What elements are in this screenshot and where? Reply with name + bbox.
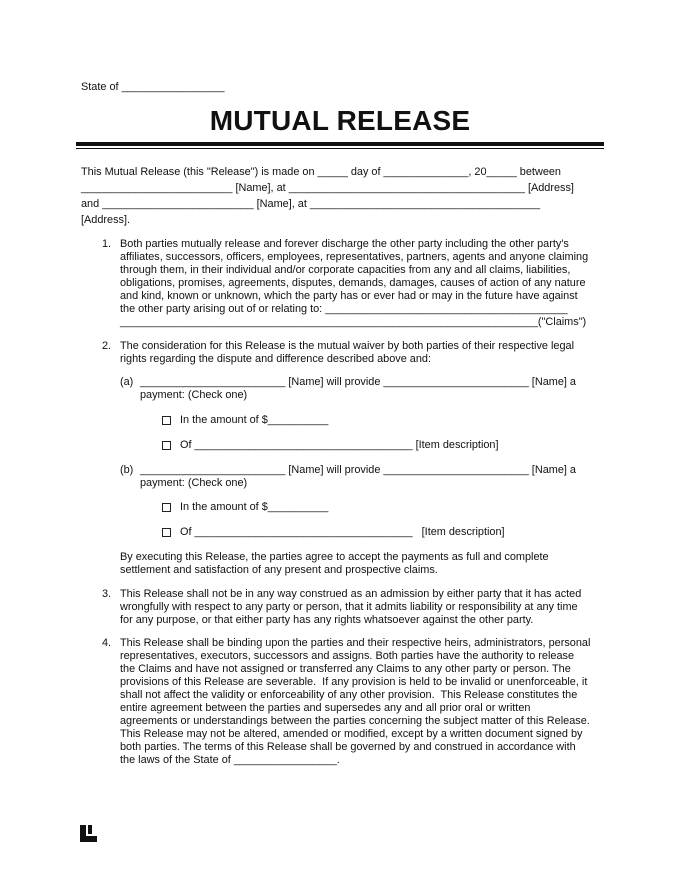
section-line: the laws of the State of _________________. xyxy=(120,754,340,766)
item-line: ________________________ [Name] will provide ________________________ [Name] a xyxy=(140,464,576,476)
section-line: This Release shall not be in any way construed as an admission by either party that it has acted xyxy=(120,588,582,600)
title-rule-thin xyxy=(76,148,604,149)
option-item: Of ____________________________________ [Item description] xyxy=(180,439,499,451)
section-line: This Release shall be binding upon the parties and their respective heirs, administrators, personal xyxy=(120,637,591,649)
item-letter: (a) xyxy=(120,376,134,388)
section-line: for any purpose, or that either party has any rights whatsoever against the other party. xyxy=(120,614,534,626)
state-line: State of _________________ xyxy=(81,81,225,93)
item-line: payment: (Check one) xyxy=(140,389,248,401)
section-line: both parties. The terms of this Release shall be governed by and construed in accordance with xyxy=(120,741,576,753)
section-line: agreements or understandings between the parties concerning the subject matter of this Release. xyxy=(120,715,590,727)
section-line: the Claims and have not assigned or transferred any Claims to any other party or person. The xyxy=(120,663,571,675)
option-amount: In the amount of $__________ xyxy=(180,501,329,513)
section-line: provisions of this Release are severable. If any provision is held to be invalid or unenforceable, it xyxy=(120,676,588,688)
checkbox[interactable] xyxy=(162,503,171,512)
intro-line: and _________________________ [Name], at ______________________________________ xyxy=(81,198,541,210)
item-line: ________________________ [Name] will provide ________________________ [Name] a xyxy=(140,376,576,388)
section-line: The consideration for this Release is the mutual waiver by both parties of their respective legal xyxy=(120,340,575,352)
intro-line: [Address]. xyxy=(81,214,131,226)
closing-line: By executing this Release, the parties agree to accept the payments as full and complete xyxy=(120,551,549,563)
section-number: 4. xyxy=(102,637,112,649)
intro-line: _________________________ [Name], at _______________________________________ [Address] xyxy=(81,182,574,194)
intro-line: This Mutual Release (this "Release") is made on _____ day of ______________, 20_____ between xyxy=(81,166,561,178)
section-number: 1. xyxy=(102,238,112,250)
section-line: representatives, executors, successors and assigns. Both parties have the authority to release xyxy=(120,650,575,662)
section-line: affiliates, successors, officers, employees, representatives, partners, agents and anyone claiming xyxy=(120,251,589,263)
brand-logo-icon xyxy=(80,825,97,842)
section-line: rights regarding the dispute and difference described above and: xyxy=(120,353,431,365)
checkbox[interactable] xyxy=(162,416,171,425)
closing-line: settlement and satisfaction of any present and prospective claims. xyxy=(120,564,438,576)
section-line: through them, in their individual and/or corporate capacities from any and all claims, liabilities, xyxy=(120,264,571,276)
section-line: obligations, promises, agreements, disputes, demands, damages, causes of action of any nature xyxy=(120,277,586,289)
section-line: wrongfully with respect to any party or person, that it admits liability or responsibility at any time xyxy=(120,601,578,613)
item-letter: (b) xyxy=(120,464,134,476)
document-title: MUTUAL RELEASE xyxy=(209,105,471,136)
checkbox[interactable] xyxy=(162,528,171,537)
section-line: the other party arising out of or relating to: ________________________________________ xyxy=(120,303,568,315)
item-line: payment: (Check one) xyxy=(140,477,248,489)
section-line: entire agreement between the parties and supersedes any and all prior oral or written xyxy=(120,702,531,714)
section-line: This Release may not be altered, amended or modified, except by a written document signed by xyxy=(120,728,583,740)
section-number: 2. xyxy=(102,340,112,352)
title-rule-thick xyxy=(76,142,604,146)
checkbox[interactable] xyxy=(162,441,171,450)
section-line: shall not affect the validity or enforceability of any other provision. This Release constitutes the xyxy=(120,689,578,701)
option-amount: In the amount of $__________ xyxy=(180,414,329,426)
section-line: _____________________________________________________________________("Claims") xyxy=(120,316,587,328)
section-line: Both parties mutually release and forever discharge the other party including the other party's xyxy=(120,238,569,250)
section-line: and kind, known or unknown, which the party has or ever had or may in the future have against xyxy=(120,290,578,302)
option-item: Of ____________________________________ [Item description] xyxy=(180,526,505,538)
section-number: 3. xyxy=(102,588,112,600)
